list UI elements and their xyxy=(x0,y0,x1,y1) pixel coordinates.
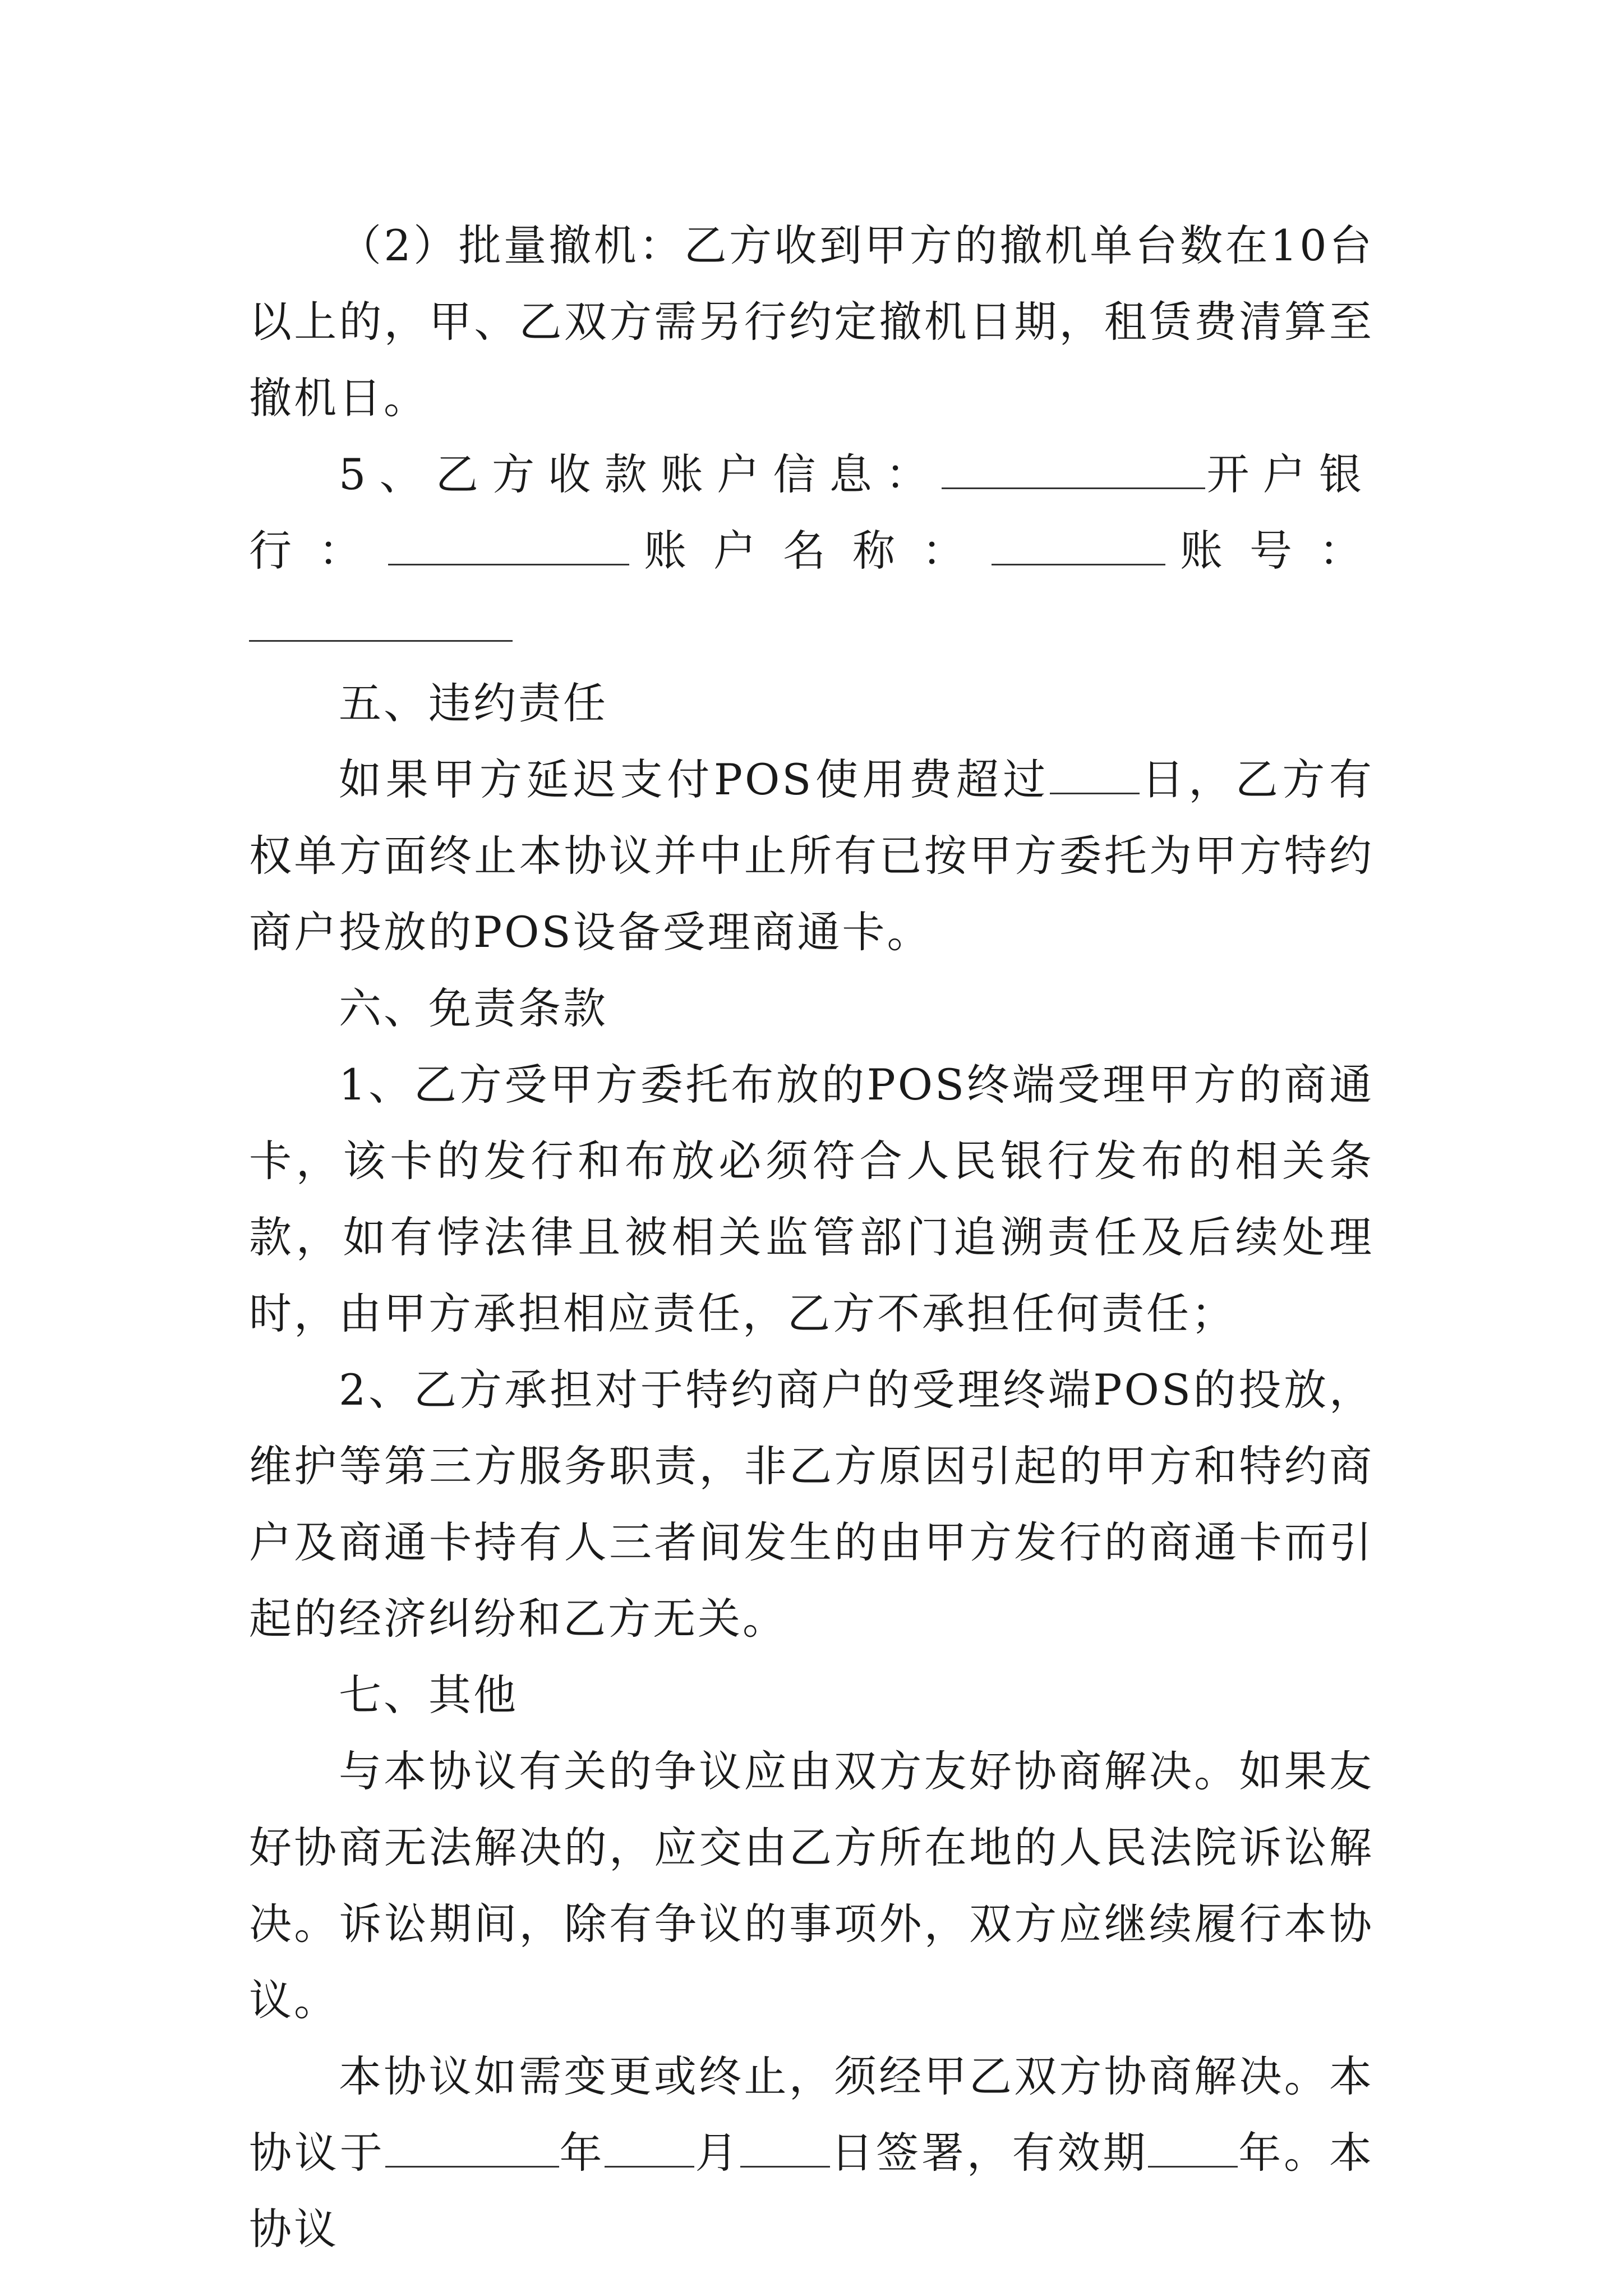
breach-text-end: 日，乙方有权单方面终止本协议并中止所有已按甲方委托为甲方特约商户投放的POS设备受理商通卡。 xyxy=(249,754,1375,957)
validity-years-blank xyxy=(1148,2132,1238,2168)
bank-label: 开户银行： xyxy=(249,449,1374,576)
paragraph-dispute: 与本协议有关的争议应由双方友好协商解决。如果友好协商无法解决的，应交由乙方所在地的人民法院诉讼解决。诉讼期间，除有争议的事项外，双方应继续履行本协议。 xyxy=(249,1746,1374,2025)
paragraph-exemption-2: 2、乙方承担对于特约商户的受理终端POS的投放，维护等第三方服务职责，非乙方原因引起的甲方和特约商户及商通卡持有人三者间发生的由甲方发行的商通卡而引起的经济纠纷和乙方无关。 xyxy=(249,1365,1374,1644)
bank-blank xyxy=(388,530,629,565)
paragraph-exemption-1: 1、乙方受甲方委托布放的POS终端受理甲方的商通卡，该卡的发行和布放必须符合人民银行发布的相关条款，如有悖法律且被相关监管部门追溯责任及后续处理时，由甲方承担相应责任，乙方不承担任何责任； xyxy=(249,1060,1374,1338)
section-heading-breach: 五、违约责任 xyxy=(339,678,608,728)
sign-year-blank xyxy=(385,2132,559,2168)
paragraph-account-info xyxy=(249,436,1374,665)
section-heading-other: 七、其他 xyxy=(339,1670,518,1720)
month-label: 月 xyxy=(694,2128,741,2178)
breach-text-start: 如果甲方延迟支付POS使用费超过 xyxy=(339,754,1050,804)
section-heading-exemption: 六、免责条款 xyxy=(339,983,608,1033)
document-body xyxy=(249,208,1374,2267)
overdue-days-blank xyxy=(1050,759,1140,794)
paragraph-term xyxy=(249,2039,1374,2267)
account-name-blank xyxy=(992,530,1165,565)
sign-day-blank xyxy=(740,2132,830,2168)
paragraph-batch-removal: （2）批量撤机：乙方收到甲方的撤机单台数在10台以上的，甲、乙双方需另行约定撤机日期，租赁费清算至撤机日。 xyxy=(249,220,1374,423)
paragraph-breach xyxy=(249,742,1374,970)
day-label: 日签署，有效期 xyxy=(830,2128,1149,2178)
term-text-start: 本协议如需变更或终止，须经甲乙双方协商解决。本协议于 xyxy=(249,2051,1374,2178)
account-number-blank xyxy=(249,606,513,642)
account-name-label: 账户名称： xyxy=(629,526,992,576)
account-info-label: 5、乙方收款账户信息： xyxy=(339,449,942,499)
sign-month-blank xyxy=(605,2132,694,2168)
account-number-label: 账号： xyxy=(1165,526,1374,576)
year-label: 年 xyxy=(559,2128,605,2178)
account-info-blank xyxy=(942,454,1205,489)
term-text-end: 年。本协议 xyxy=(249,2128,1375,2254)
